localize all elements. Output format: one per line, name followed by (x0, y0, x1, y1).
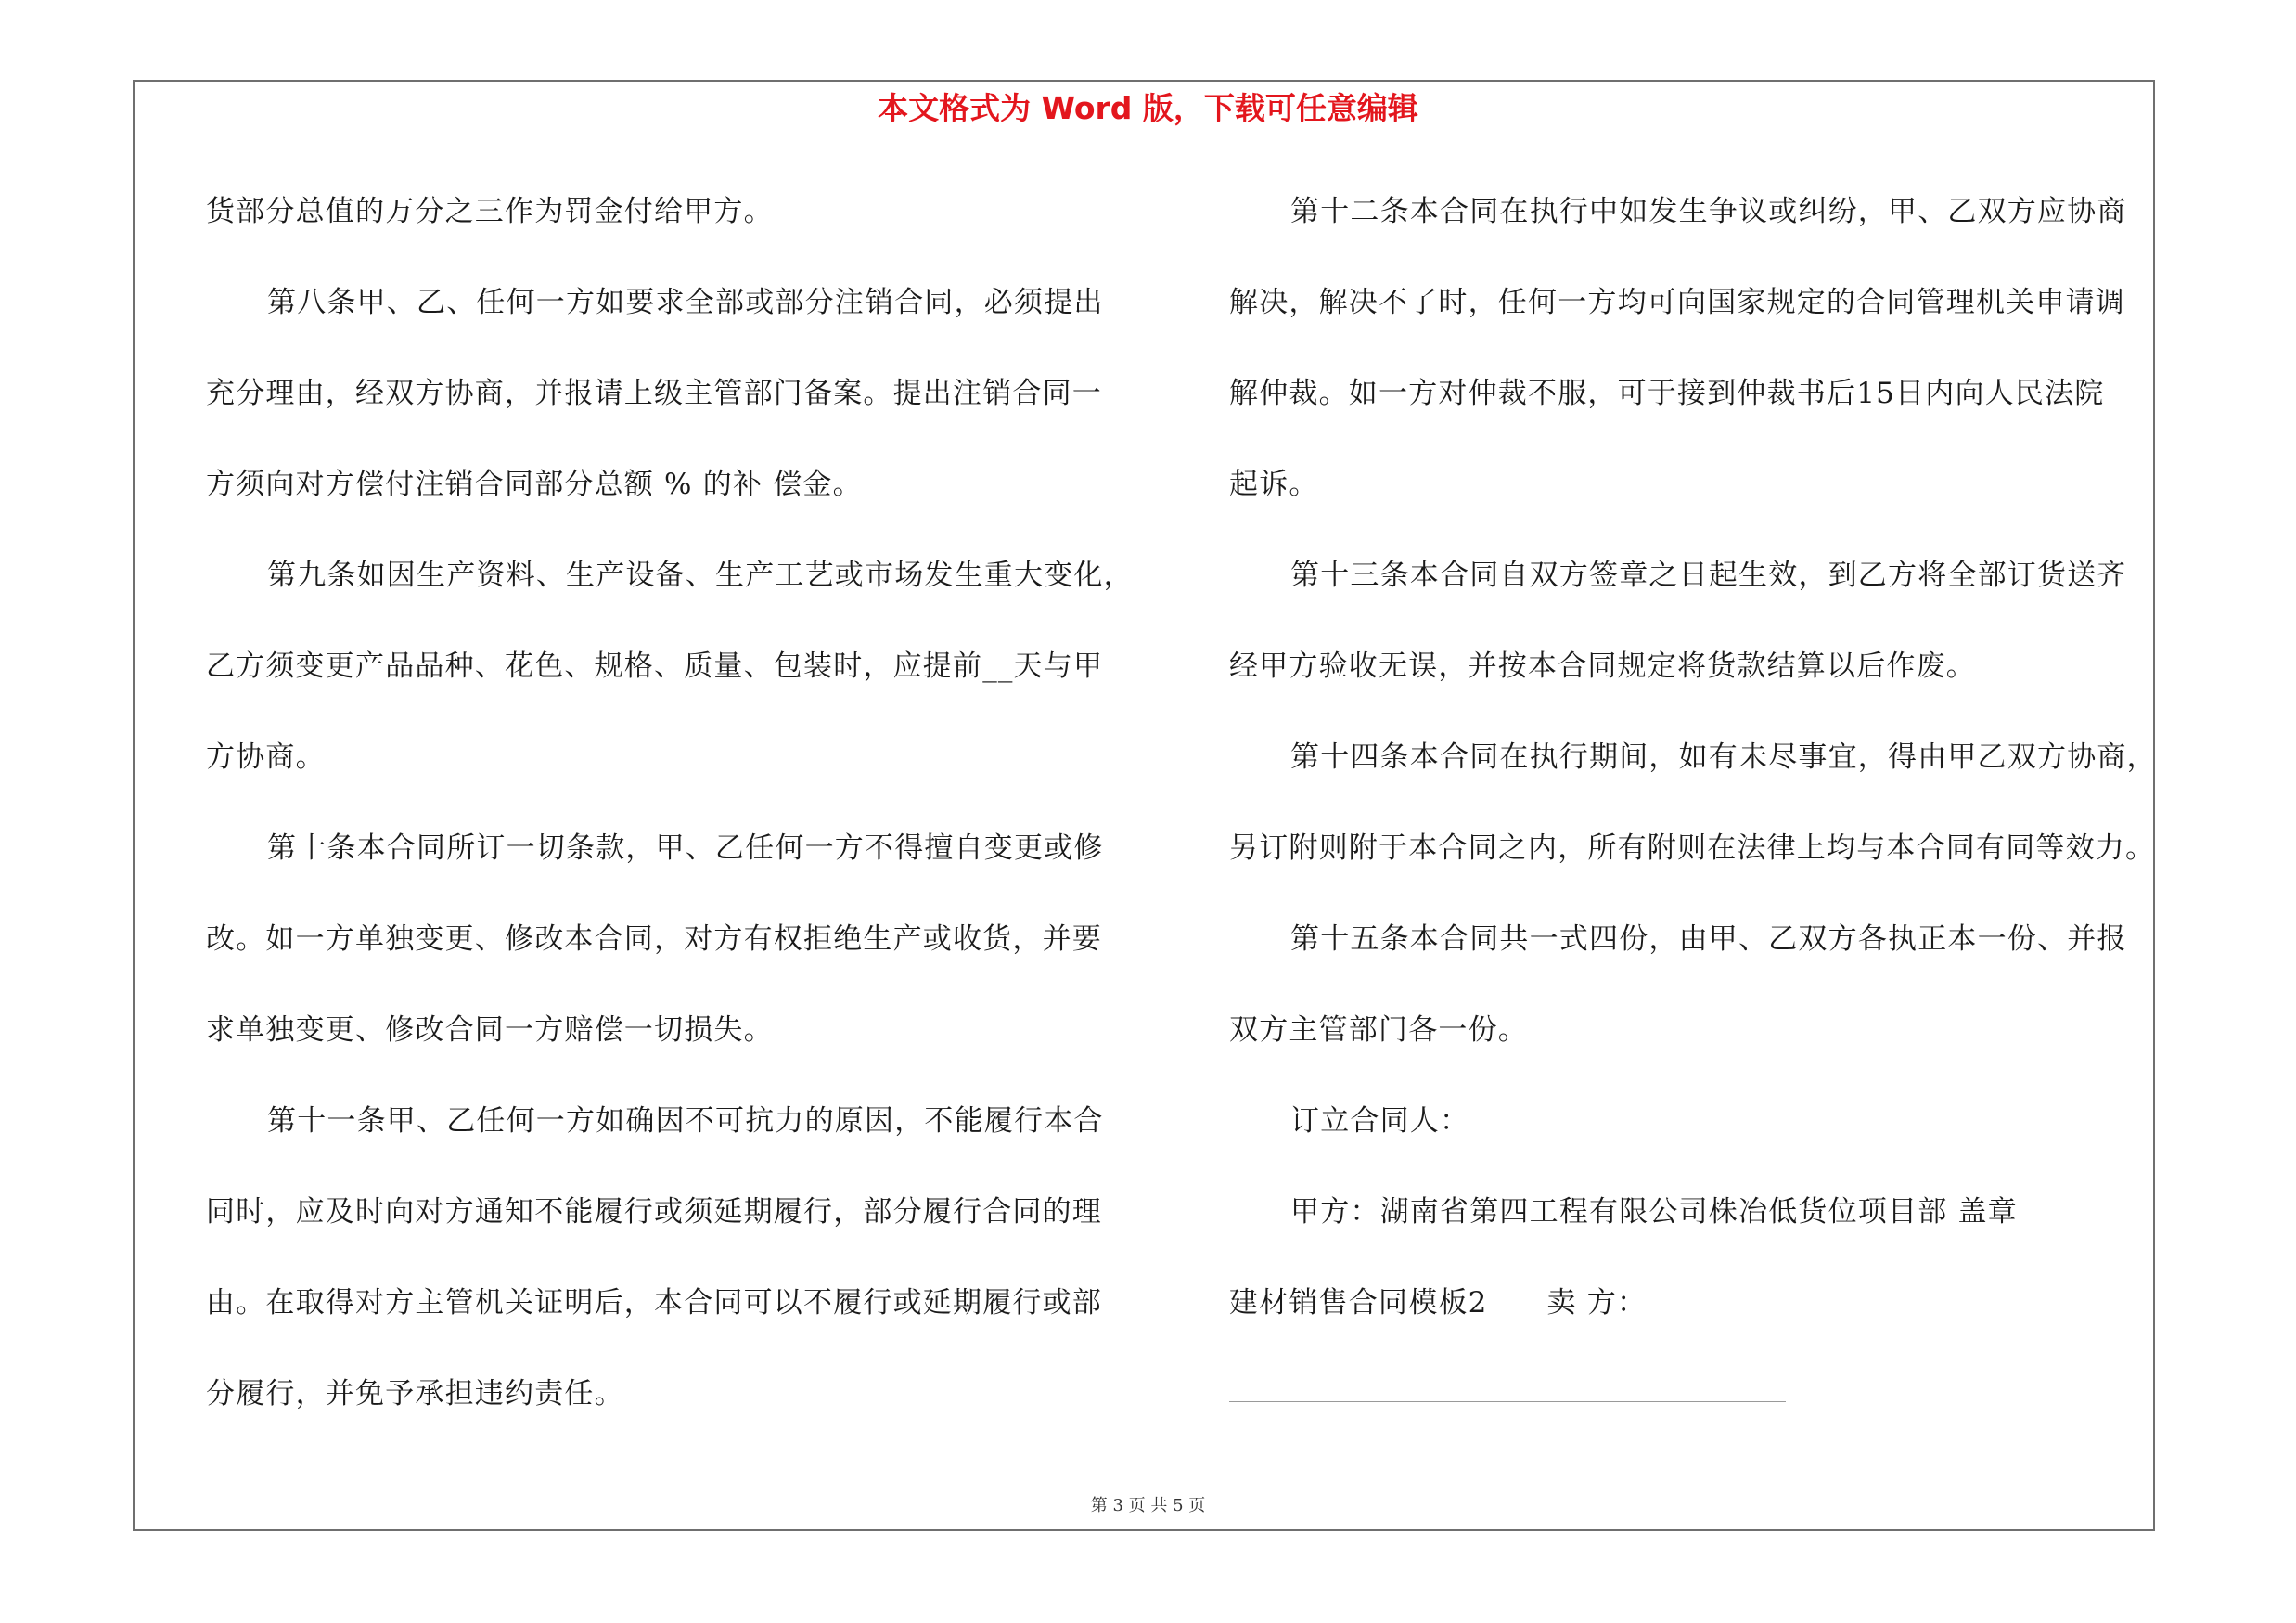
paragraph-line: 求单独变更、修改合同一方赔偿一切损失。 (206, 1013, 774, 1047)
paragraph-line: 货部分总值的万分之三作为罚金付给甲方。 (206, 195, 774, 228)
seller-label: 卖 方： (1546, 1286, 1648, 1320)
party-a-line: 甲方：湖南省第四工程有限公司株冶低货位项目部 盖章 (1290, 1195, 2018, 1229)
template-title: 建材销售合同模板2 (1229, 1286, 1488, 1320)
paragraph-line: 起诉。 (1229, 468, 1319, 501)
page-number-footer: 第 3 页 共 5 页 (1090, 1496, 1206, 1515)
paragraph-line: 乙方须变更产品品种、花色、规格、质量、包装时，应提前__天与甲 (206, 650, 1104, 683)
article-11-line: 第十一条甲、乙任何一方如确因不可抗力的原因，不能履行本合 (267, 1104, 1104, 1138)
paragraph-line: 方协商。 (206, 741, 326, 774)
article-13-line: 第十三条本合同自双方签章之日起生效，到乙方将全部订货送齐 (1290, 559, 2127, 592)
paragraph-line: 方须向对方偿付注销合同部分总额 % 的补 偿金。 (206, 468, 863, 501)
paragraph-line: 另订附则附于本合同之内，所有附则在法律上均与本合同有同等效力。 (1229, 831, 2156, 865)
format-notice-banner: 本文格式为 Word 版，下载可任意编辑 (878, 90, 1418, 126)
template-title-line (1229, 1273, 2157, 1364)
signature-underline (1229, 1401, 1786, 1402)
paragraph-line: 解决，解决不了时，任何一方均可向国家规定的合同管理机关申请调 (1229, 286, 2125, 319)
article-8-line: 第八条甲、乙、任何一方如要求全部或部分注销合同，必须提出 (267, 286, 1104, 319)
left-text-column (206, 182, 1134, 1455)
article-10-line: 第十条本合同所订一切条款，甲、乙任何一方不得擅自变更或修 (267, 831, 1104, 865)
article-15-line: 第十五条本合同共一式四份，由甲、乙双方各执正本一份、并报 (1290, 922, 2127, 956)
paragraph-line: 双方主管部门各一份。 (1229, 1013, 1528, 1047)
paragraph-line: 分履行，并免予承担违约责任。 (206, 1377, 624, 1410)
paragraph-line: 由。在取得对方主管机关证明后，本合同可以不履行或延期履行或部 (206, 1286, 1102, 1320)
paragraph-line: 同时，应及时向对方通知不能履行或须延期履行，部分履行合同的理 (206, 1195, 1102, 1229)
right-text-column (1229, 182, 2157, 1364)
paragraph-line: 经甲方验收无误，并按本合同规定将货款结算以后作废。 (1229, 650, 1976, 683)
article-14-line: 第十四条本合同在执行期间，如有未尽事宜，得由甲乙双方协商， (1290, 741, 2157, 774)
article-9-line: 第九条如因生产资料、生产设备、生产工艺或市场发生重大变化， (267, 559, 1134, 592)
paragraph-line: 充分理由，经双方协商，并报请上级主管部门备案。提出注销合同一 (206, 377, 1102, 410)
article-12-line: 第十二条本合同在执行中如发生争议或纠纷，甲、乙双方应协商 (1290, 195, 2127, 228)
paragraph-line: 改。如一方单独变更、修改本合同，对方有权拒绝生产或收货，并要 (206, 922, 1102, 956)
signatories-label: 订立合同人： (1290, 1104, 1470, 1138)
paragraph-line: 解仲裁。如一方对仲裁不服，可于接到仲裁书后15日内向人民法院 (1229, 377, 2105, 410)
